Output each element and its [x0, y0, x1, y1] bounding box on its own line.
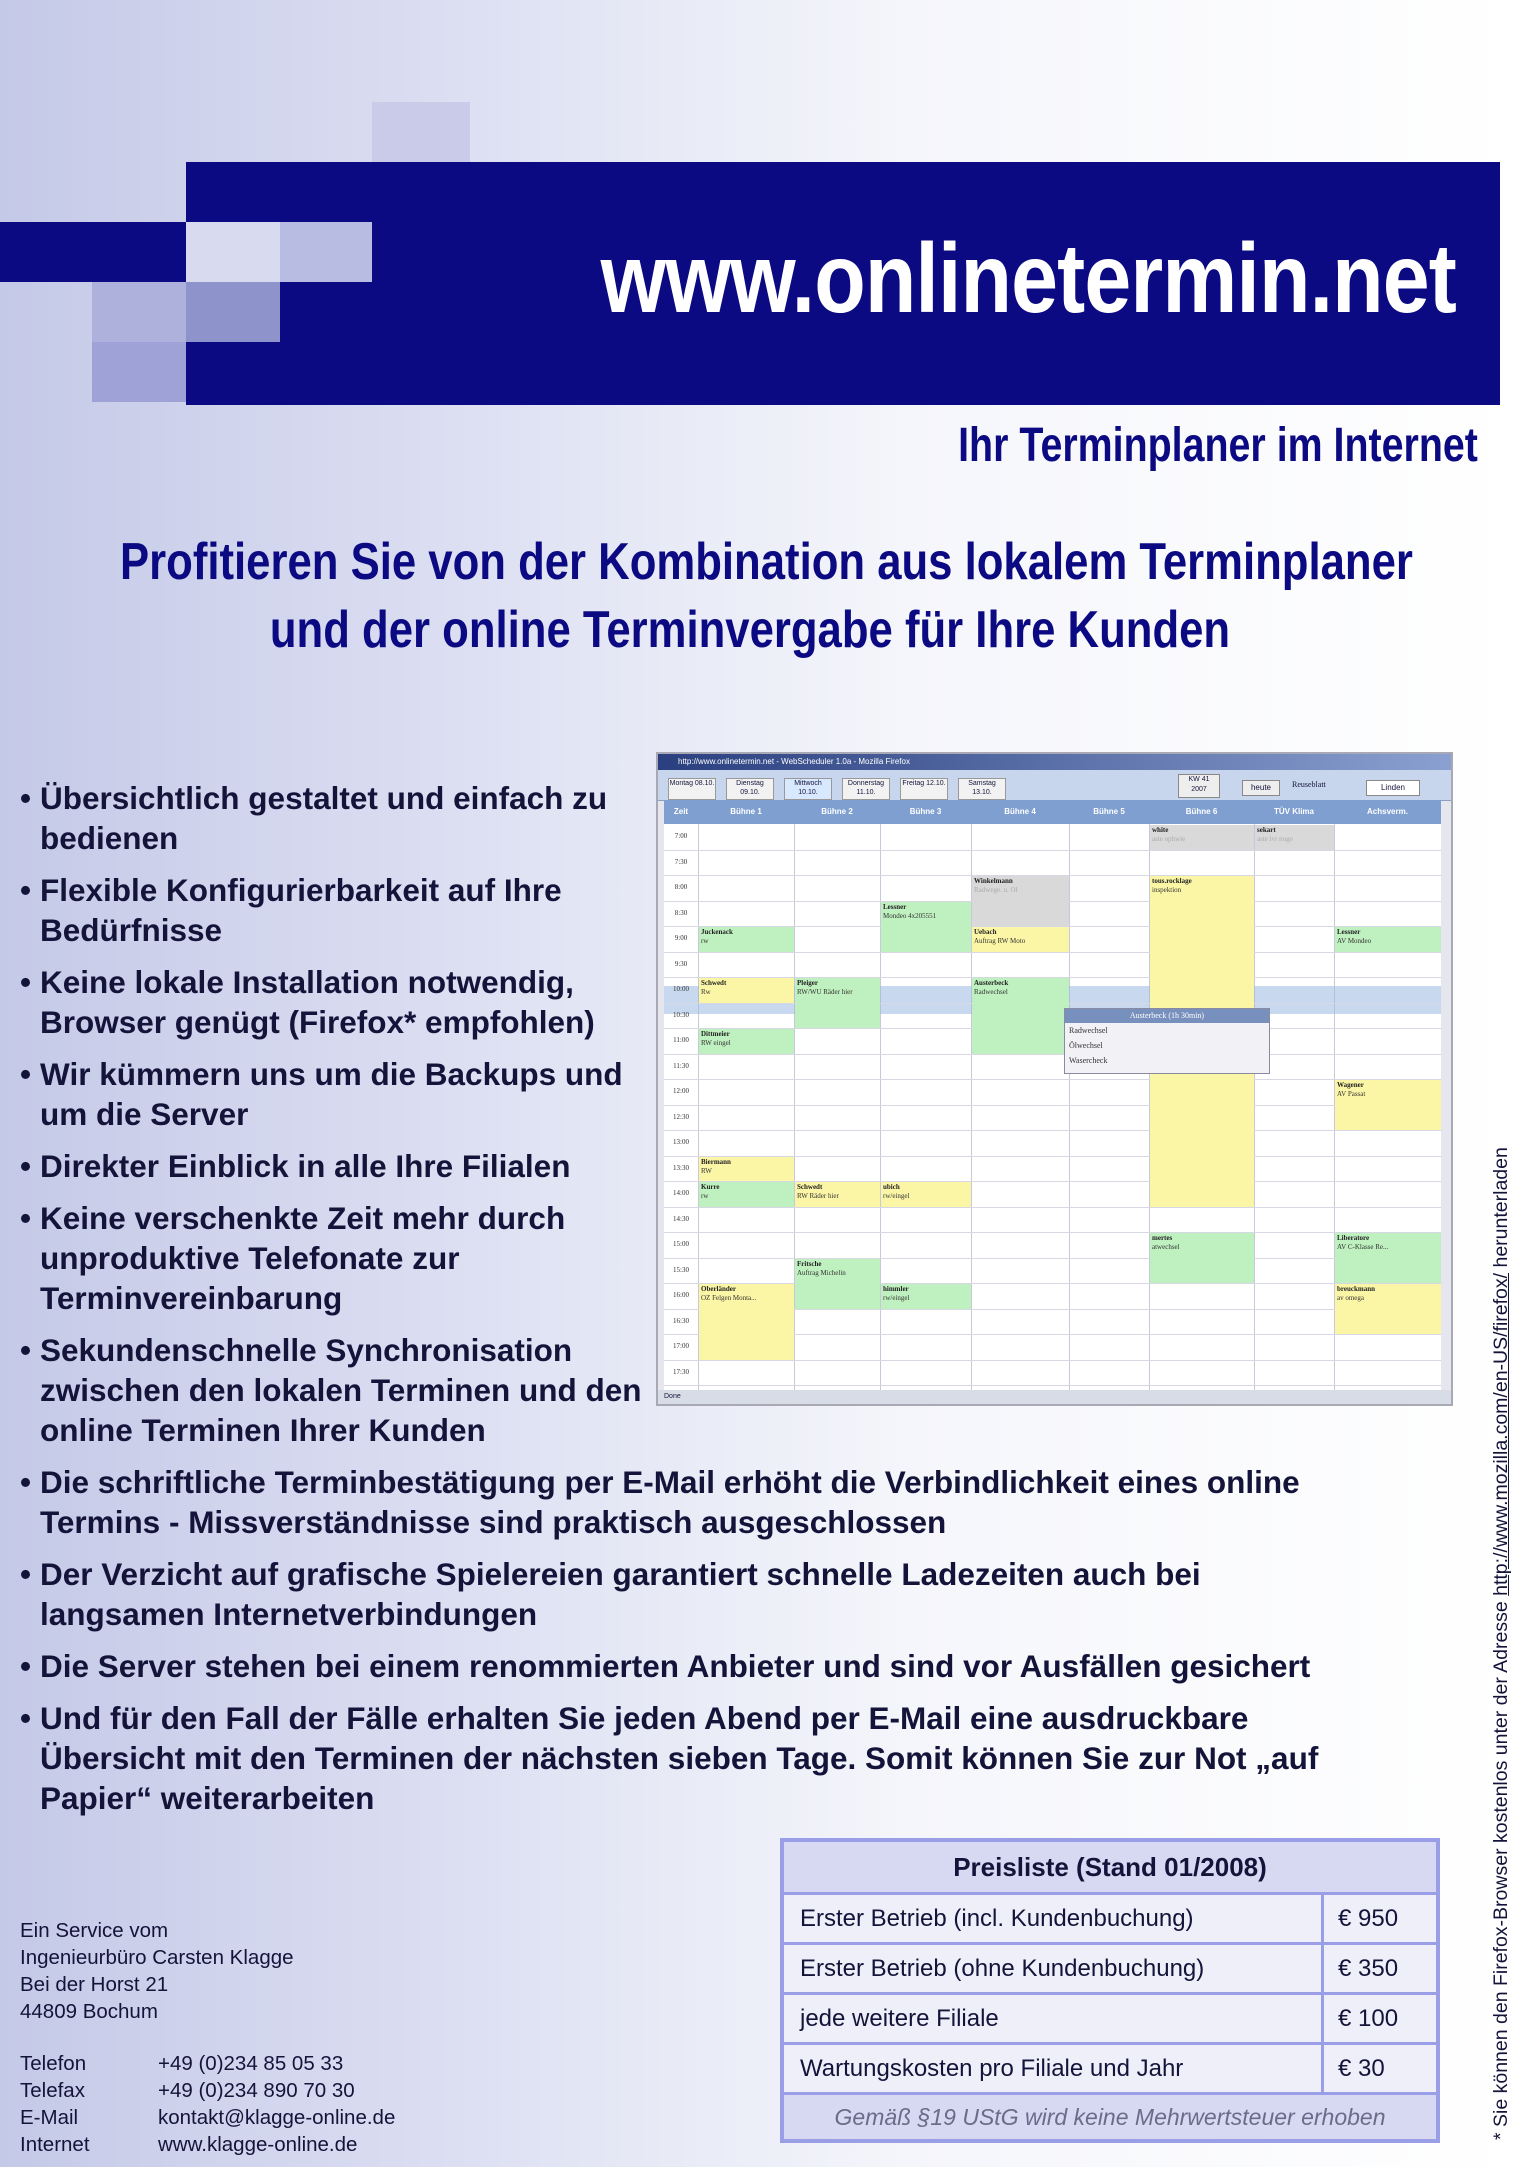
time-label: 13:00 — [673, 1138, 689, 1146]
appointment — [972, 978, 1069, 1054]
appointment-name: himmler — [883, 1285, 909, 1293]
headline — [120, 528, 1413, 664]
screenshot-toolbar — [658, 770, 1451, 801]
headline-line-1: Profitieren Sie von der Kombination aus lokalem Terminplaner — [120, 533, 1413, 591]
contact-key: Internet — [20, 2133, 90, 2156]
time-row — [664, 1232, 1441, 1259]
day-tab: Dienstag 09.10. — [726, 778, 774, 800]
appointment — [1335, 927, 1441, 952]
time-label: 14:00 — [673, 1189, 689, 1197]
appointment-name: Winkelmann — [974, 877, 1013, 885]
firefox-note — [1490, 1147, 1513, 2140]
screenshot-status: Done — [658, 1390, 1451, 1404]
firefox-note-suffix: herunterladen — [1490, 1147, 1512, 1273]
time-label: 9:30 — [674, 959, 688, 968]
time-row — [664, 1105, 1441, 1132]
appointment — [795, 978, 880, 1028]
appointment — [972, 876, 1069, 926]
column-header: Bühne 3 — [909, 807, 942, 816]
price-label: Erster Betrieb (incl. Kundenbuchung) — [784, 1895, 1324, 1942]
deco-square — [372, 102, 470, 162]
popup-item: Wasercheck — [1069, 1056, 1108, 1065]
appointment-name: Dittmeier — [701, 1030, 730, 1038]
appointment-name: mertes — [1152, 1234, 1173, 1242]
time-label: 17:00 — [673, 1342, 689, 1350]
time-label: 17:30 — [673, 1367, 689, 1376]
price-row — [784, 1945, 1436, 1992]
appointment-detail: Rw — [701, 988, 711, 996]
appointment-detail: rw/eingel — [883, 1192, 910, 1200]
appointment-detail: AV Passat — [1337, 1090, 1366, 1098]
feature-item: • Wir kümmern uns um die Backups und um die Server — [20, 1054, 660, 1134]
appointment-name: ubich — [883, 1183, 900, 1191]
column-header: Bühne 4 — [1004, 807, 1036, 816]
appointment — [1335, 1233, 1441, 1283]
price-label: Erster Betrieb (ohne Kundenbuchung) — [784, 1945, 1324, 1992]
appointment-name: Oberländer — [701, 1285, 736, 1293]
appointment — [795, 1259, 880, 1309]
contact-key: Telefon — [20, 2052, 87, 2075]
vat-note: Gemäß §19 UStG wird keine Mehrwertsteuer erhoben — [784, 2095, 1436, 2139]
scheduler-screenshot — [656, 752, 1453, 1406]
price-row — [784, 2045, 1436, 2092]
service-line: Ein Service vom — [20, 1919, 169, 1942]
appointment-detail: RW Räder hier — [797, 1192, 839, 1200]
week-label — [1178, 774, 1220, 798]
appointment-name: Fritsche — [797, 1259, 822, 1268]
appointment-detail: Radwege. u. Ol — [974, 886, 1018, 894]
price-table-title: Preisliste (Stand 01/2008) — [784, 1842, 1436, 1892]
appointment — [1335, 1284, 1441, 1334]
sheet-label: Reuseblatt — [1292, 780, 1326, 789]
appointment-popup — [1064, 1008, 1270, 1074]
time-row — [664, 1130, 1441, 1157]
appointment — [699, 1284, 794, 1360]
time-label: 11:30 — [673, 1061, 689, 1070]
column-header: Zeit — [673, 807, 689, 816]
service-line: Bei der Horst 21 — [20, 1973, 169, 1996]
deco-square — [92, 342, 186, 402]
headline-line-2: und der online Terminvergabe für Ihre Kunden — [269, 601, 1231, 659]
tagline: Ihr Terminplaner im Internet — [958, 419, 1478, 472]
today-button: heute — [1242, 780, 1280, 796]
price-row — [784, 1995, 1436, 2042]
screenshot-titlebar: http://www.onlinetermin.net - WebScheduler 1.0a - Mozilla Firefox — [658, 754, 1451, 770]
appointment — [881, 1182, 971, 1207]
price-value: € 950 — [1338, 1905, 1399, 1932]
service-line: Ingenieurbüro Carsten Klagge — [20, 1946, 294, 1969]
appointment-detail: Mondeo 4x205551 — [883, 911, 937, 920]
time-label: 10:30 — [673, 1010, 689, 1019]
time-label: 10:00 — [673, 985, 689, 993]
contact-row — [20, 2104, 395, 2131]
time-row — [664, 850, 1441, 877]
appointment — [972, 927, 1069, 952]
location-select: Linden — [1366, 780, 1420, 796]
appointment — [881, 1284, 971, 1309]
contact-key: E-Mail — [20, 2106, 79, 2129]
time-row — [664, 952, 1441, 979]
appointment-name: sekart — [1257, 826, 1276, 834]
price-value: € 30 — [1338, 2055, 1385, 2082]
contact-value: +49 (0)234 890 70 30 — [158, 2079, 355, 2102]
appointment-detail: AV C-Klasse Re... — [1337, 1243, 1389, 1251]
email-link[interactable]: kontakt@klagge-online.de — [158, 2106, 396, 2129]
price-value: € 100 — [1338, 2005, 1399, 2032]
firefox-download-link[interactable]: http://www.mozilla.com/en-US/firefox/ — [1490, 1272, 1512, 1596]
appointment — [1335, 1080, 1441, 1130]
appointment-detail: AV Mondeo — [1337, 937, 1372, 945]
appointment-detail: av omega — [1337, 1294, 1365, 1302]
appointment — [1255, 825, 1334, 850]
feature-item: • Die schriftliche Terminbestätigung per E-Mail erhöht die Verbindlichkeit eines online Termins - Missverständnisse sind praktisch ausgeschlossen — [20, 1462, 1310, 1542]
appointment-name: Lessner — [883, 902, 907, 911]
appointment-detail: Auftrag Michelin — [797, 1268, 846, 1277]
appointment — [699, 978, 794, 1003]
appointment-detail: RW eingel — [701, 1039, 731, 1047]
price-label: Wartungskosten pro Filiale und Jahr — [784, 2045, 1324, 2092]
price-label: jede weitere Filiale — [784, 1995, 1324, 2042]
appointment-name: Pleiger — [797, 979, 818, 987]
appointment — [1150, 1233, 1254, 1283]
appointment-detail: RW/WU Räder hier — [797, 988, 853, 996]
service-line: 44809 Bochum — [20, 2000, 158, 2023]
time-label: 7:30 — [674, 857, 688, 866]
contact-value: +49 (0)234 85 05 33 — [158, 2052, 344, 2075]
week-number: KW 41 — [1188, 776, 1210, 783]
price-value: € 350 — [1338, 1955, 1399, 1982]
column-header: Bühne 5 — [1093, 807, 1125, 816]
appointment-detail: Auftrag RW Moto — [974, 937, 1026, 945]
appointment-detail: rw — [701, 937, 709, 945]
deco-square — [92, 282, 186, 342]
column-header: Bühne 6 — [1185, 807, 1218, 816]
appointment-name: Wagener — [1337, 1081, 1364, 1089]
appointment-detail: aste ivr noge — [1257, 835, 1293, 843]
service-block — [20, 1917, 294, 2025]
feature-item: • Und für den Fall der Fälle erhalten Sie jeden Abend per E-Mail eine ausdruckbare Übersicht mit den Terminen der nächsten sieben Tage. Somit können Sie zur Not „auf Papier“ weiterarbeiten — [20, 1698, 1380, 1818]
time-label: 12:30 — [673, 1112, 689, 1121]
appointment-detail: inspektion — [1152, 886, 1182, 894]
day-tab: Donnerstag 11.10. — [842, 778, 890, 800]
feature-item: • Sekundenschnelle Synchronisation zwischen den lokalen Terminen und den online Terminen Ihrer Kunden — [20, 1330, 660, 1450]
feature-item: • Übersichtlich gestaltet und einfach zu bedienen — [20, 778, 660, 858]
appointment-name: Schwedt — [797, 1183, 823, 1191]
appointment-name: Liberatore — [1337, 1234, 1370, 1242]
appointment — [699, 1029, 794, 1054]
popup-item: Ölwechsel — [1069, 1041, 1103, 1050]
day-tab: Samstag 13.10. — [958, 778, 1006, 800]
appointment-name: Biermann — [701, 1157, 731, 1166]
time-label: 11:00 — [673, 1036, 689, 1044]
appointment-name: white — [1152, 826, 1169, 834]
time-row — [664, 1207, 1441, 1234]
time-label: 13:30 — [673, 1163, 689, 1172]
column-header: TÜV Klima — [1273, 807, 1314, 816]
time-label: 12:00 — [673, 1087, 689, 1095]
appointment — [699, 1182, 794, 1207]
firefox-note-prefix: * Sie können den Firefox-Browser kostenlos unter der Adresse — [1490, 1595, 1512, 2140]
contact-row — [20, 2131, 395, 2158]
time-label: 15:00 — [673, 1240, 689, 1248]
time-row — [664, 1360, 1441, 1387]
feature-item: • Die Server stehen bei einem renommierten Anbieter und sind vor Ausfällen gesichert — [20, 1646, 1440, 1686]
appointment-name: Uebach — [974, 928, 997, 936]
time-label: 14:30 — [673, 1214, 689, 1223]
day-tab: Montag 08.10. — [668, 778, 716, 800]
time-label: 16:00 — [673, 1291, 689, 1299]
grid-header — [664, 800, 1441, 824]
feature-item: • Keine lokale Installation notwendig, Browser genügt (Firefox* empfohlen) — [20, 962, 680, 1042]
appointment-detail: aste ophwie — [1152, 835, 1186, 843]
time-row — [664, 1258, 1441, 1285]
time-row — [664, 1054, 1441, 1081]
appointment-detail: OZ Felgen Monta... — [701, 1294, 757, 1302]
day-tab: Freitag 12.10. — [900, 778, 948, 800]
feature-item: • Flexible Konfigurierbarkeit auf Ihre Bedürfnisse — [20, 870, 660, 950]
appointment-detail: RW — [701, 1166, 712, 1175]
header-banner-left — [0, 222, 186, 282]
appointment-name: Schwedt — [701, 979, 727, 987]
appointment — [795, 1182, 880, 1207]
feature-item: • Der Verzicht auf grafische Spielereien garantiert schnelle Ladezeiten auch bei langsamen Internetverbindungen — [20, 1554, 1310, 1634]
time-label: 15:30 — [673, 1265, 689, 1274]
time-label: 7:00 — [674, 832, 688, 840]
popup-title: Austerbeck (1h 30min) — [1065, 1009, 1269, 1023]
popup-item: Radwechsel — [1069, 1026, 1108, 1035]
appointment-name: Juckenack — [701, 928, 733, 936]
appointment-name: Lessner — [1337, 928, 1361, 936]
contact-row — [20, 2077, 395, 2104]
column-header: Achsverm. — [1367, 807, 1408, 816]
time-label: 8:00 — [674, 883, 688, 891]
column-header: Bühne 2 — [821, 807, 853, 816]
contact-key: Telefax — [20, 2079, 85, 2102]
price-row — [784, 1895, 1436, 1942]
website-link[interactable]: www.klagge-online.de — [158, 2133, 358, 2156]
feature-item: • Keine verschenkte Zeit mehr durch unproduktive Telefonate zur Terminvereinbarung — [20, 1198, 640, 1318]
appointment-detail: atwechsel — [1152, 1243, 1180, 1251]
contact-block — [20, 2050, 395, 2158]
site-title: www.onlinetermin.net — [600, 223, 1456, 333]
appointment — [699, 927, 794, 952]
time-label: 9:00 — [674, 934, 688, 942]
appointment-name: Austerbeck — [974, 979, 1009, 987]
time-row — [664, 1079, 1441, 1106]
column-header: Bühne 1 — [730, 807, 762, 816]
feature-item: • Direkter Einblick in alle Ihre Filialen — [20, 1146, 660, 1186]
appointment — [1150, 825, 1254, 850]
appointment-name: tous.rocklage — [1152, 877, 1192, 885]
time-label: 8:30 — [674, 908, 688, 917]
contact-row — [20, 2050, 395, 2077]
appointment-name: Kurre — [701, 1183, 720, 1191]
day-tab: Mittwoch 10.10. — [784, 778, 832, 800]
schedule-grid — [664, 800, 1441, 1390]
appointment-detail: Radwechsel — [974, 988, 1008, 996]
week-year: 2007 — [1191, 786, 1207, 793]
appointment-name: breuckmann — [1337, 1285, 1375, 1293]
price-table — [780, 1838, 1440, 2143]
appointment-detail: rw — [701, 1192, 709, 1200]
appointment-detail: rw/eingel — [883, 1294, 910, 1302]
appointment — [699, 1157, 794, 1182]
appointment — [881, 902, 971, 952]
time-label: 16:30 — [673, 1316, 689, 1325]
